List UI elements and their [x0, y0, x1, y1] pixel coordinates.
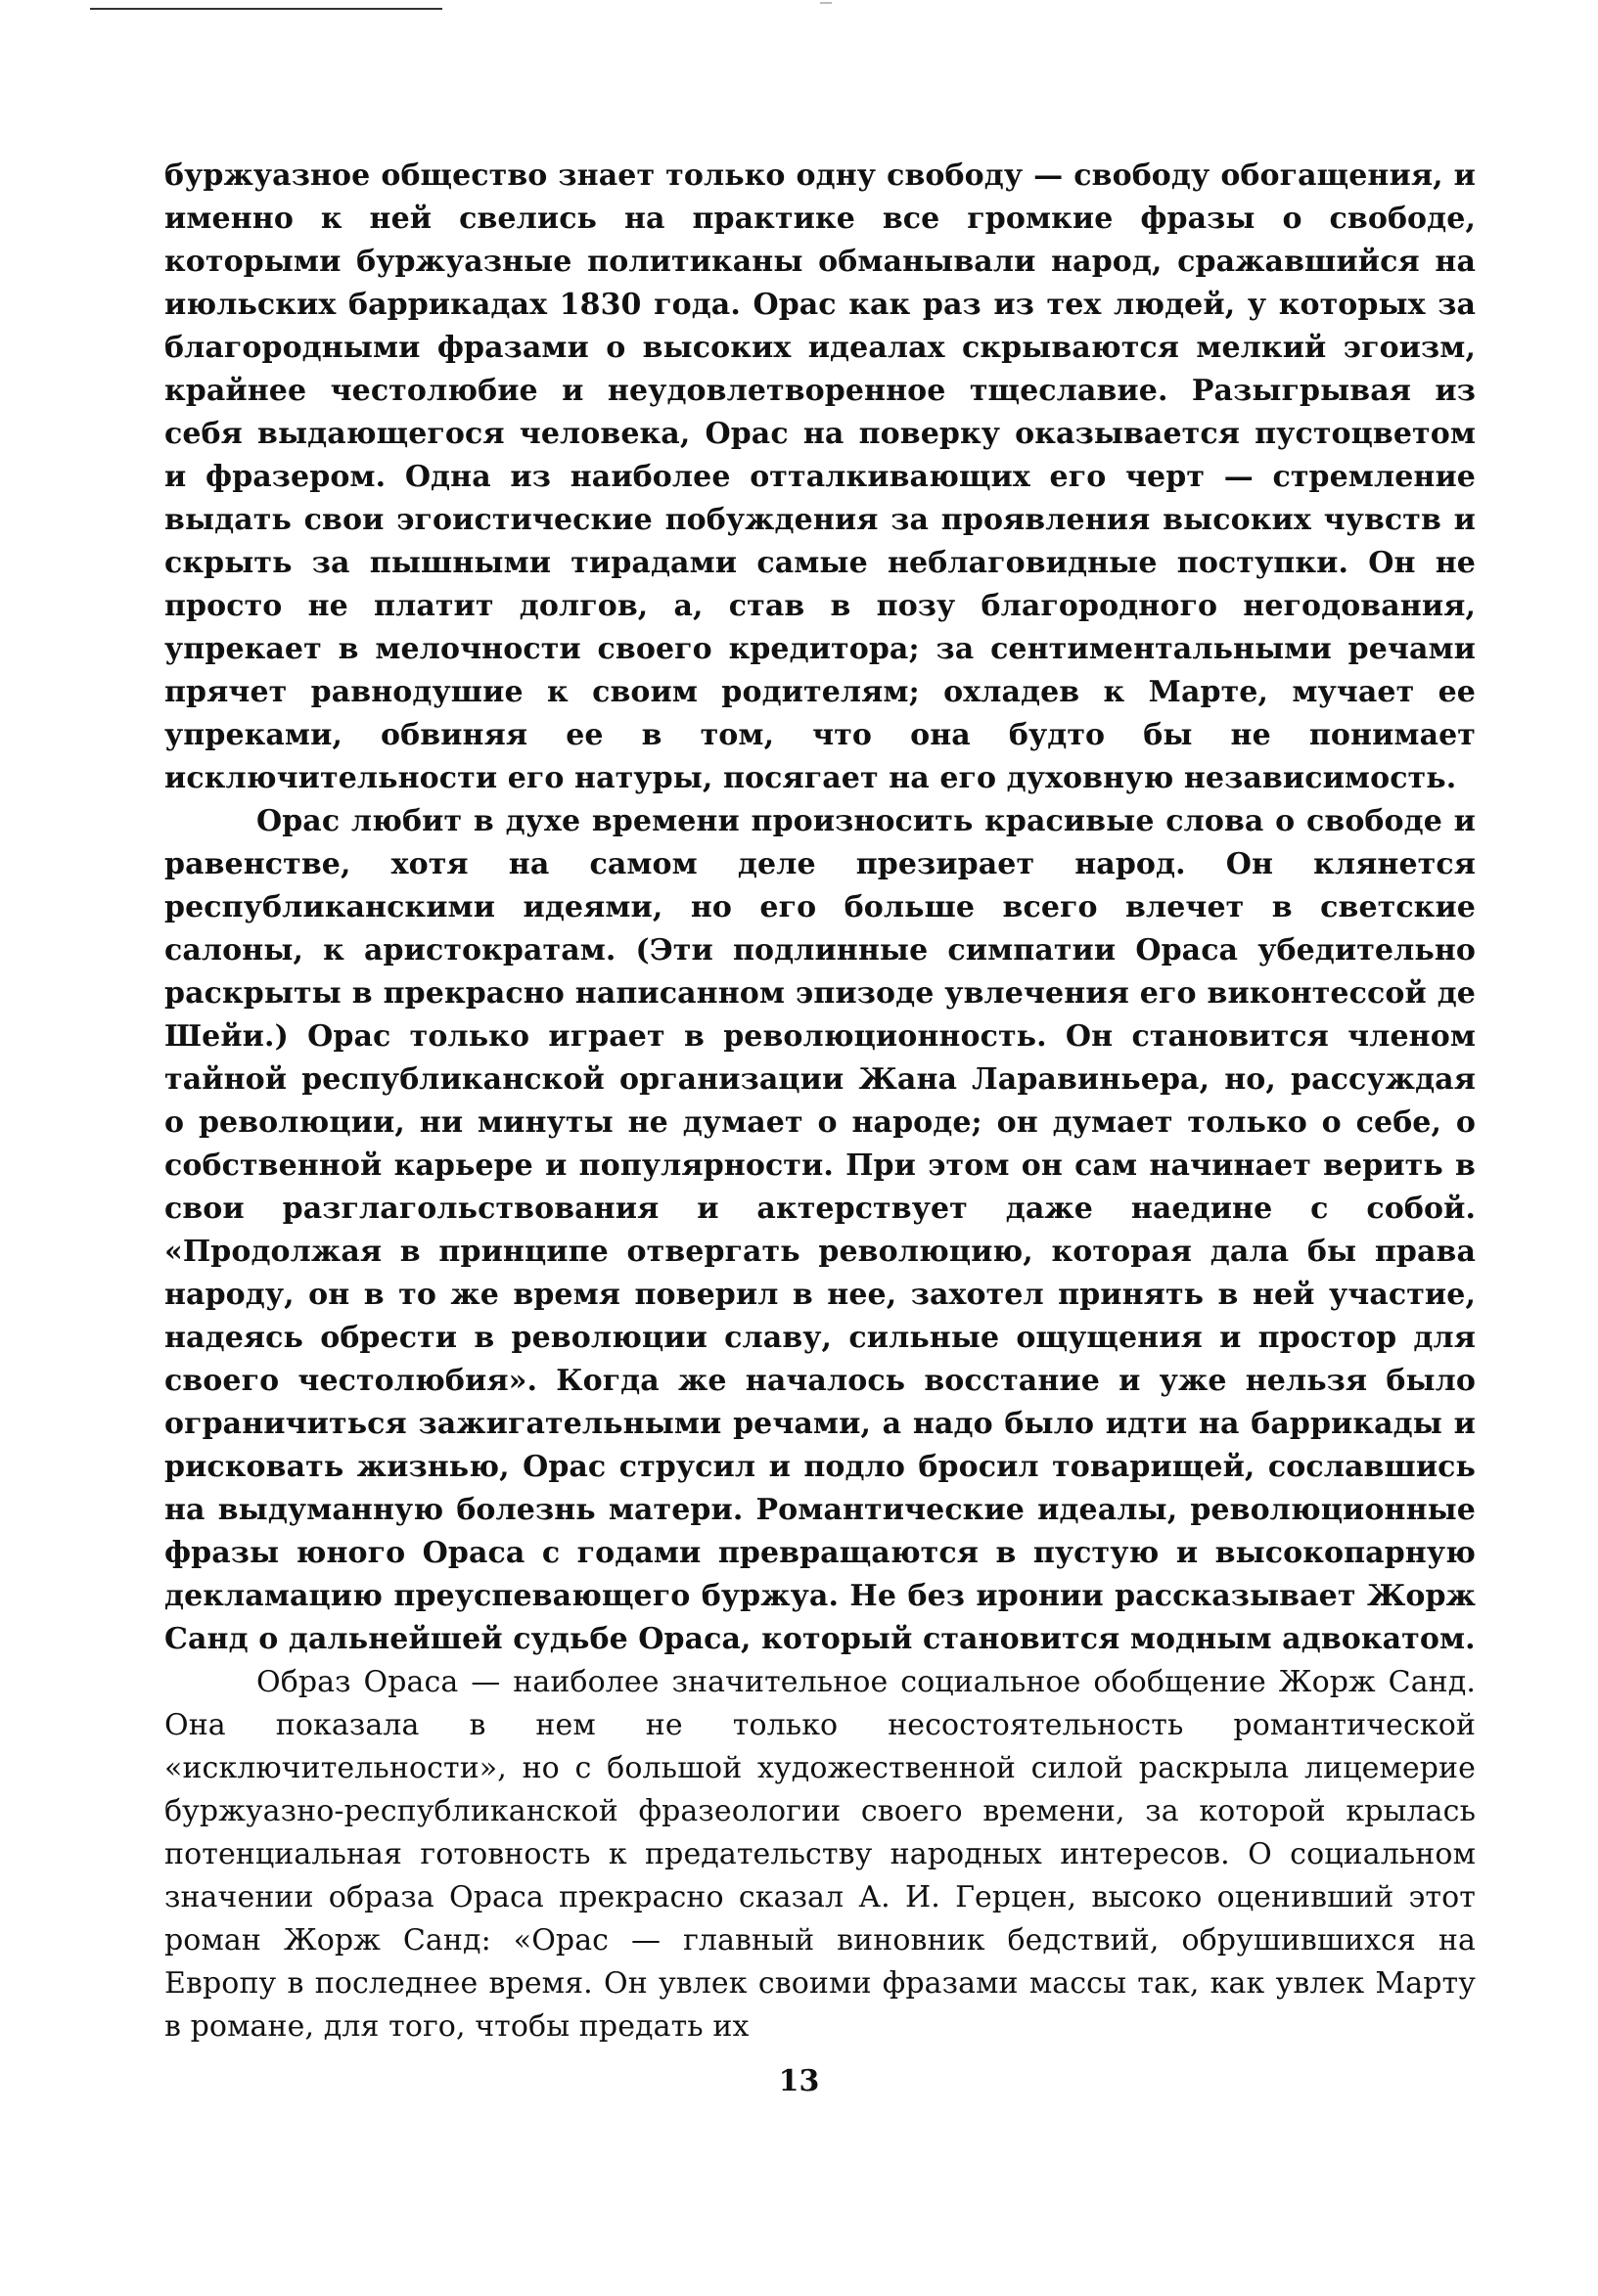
paragraph-1: буржуазное общество знает только одну свободу — свободу обогащения, и именно к ней свелись на практике все громкие фразы о свободе, которыми буржуазные политиканы обманывали народ, сражавшийся на июльских баррикадах 1830 года. Орас как раз из тех людей, у которых за благородными фразами о высоких идеалах скрываются мелкий эгоизм, крайнее честолюбие и неудовлетворенное тщеславие. Разыгрывая из себя выдающегося человека, Орас на поверку оказывается пустоцветом и фразером. Одна из наиболее отталкивающих его черт — стремление выдать свои эгоистические побуждения за проявления высоких чувств и скрыть за пышными тирадами самые неблаговидные поступки. Он не просто не платит долгов, а, став в позу благородного негодования, упрекает в мелочности своего кредитора; за сентиментальными речами прячет равнодушие к своим родителям; охладев к Марте, мучает ее упреками, обвиняя ее в том, что она будто бы не понимает исключительности его натуры, посягает на его духовную независимость.: [164, 158, 1476, 795]
header-rule: [90, 8, 442, 10]
paragraph-3: Образ Ораса — наиболее значительное социальное обобщение Жорж Санд. Она показала в нем не только несостоятельность романтической «исключительности», но с большой художественной силой раскрыла лицемерие буржуазно-республиканской фразеологии своего времени, за которой крылась потенциальная готовность к предательству народных интересов. О социальном значении образа Ораса прекрасно сказал А. И. Герцен, высоко оценивший этот роман Жорж Санд: «Орас — главный виновник бедствий, обрушившихся на Европу в последнее время. Он увлек своими фразами массы так, как увлек Марту в романе, для того, чтобы предать их: [164, 1665, 1476, 2044]
page-text: [164, 155, 1476, 2048]
paragraph-2: Орас любит в духе времени произносить красивые слова о свободе и равенстве, хотя на самом деле презирает народ. Он клянется республиканскими идеями, но его больше всего влечет в светские салоны, к аристократам. (Эти подлинные симпатии Ораса убедительно раскрыты в прекрасно написанном эпизоде увлечения его виконтессой де Шейи.) Орас только играет в революционность. Он становится членом тайной республиканской организации Жана Ларавиньера, но, рассуждая о революции, ни минуты не думает о народе; он думает только о себе, о собственной карьере и популярности. При этом он сам начинает верить в свои разглагольствования и актерствует даже наедине с собой. «Продолжая в принципе отвергать революцию, которая дала бы права народу, он в то же время поверил в нее, захотел принять в ней участие, надеясь обрести в революции славу, сильные ощущения и простор для своего честолюбия». Когда же началось восстание и уже нельзя было ограничиться зажигательными речами, а надо было идти на баррикады и рисковать жизнью, Орас струсил и подло бросил товарищей, сославшись на выдуманную болезнь матери. Романтические идеалы, революционные фразы юного Ораса с годами превращаются в пустую и высокопарную декламацию преуспевающего буржуа. Не без иронии рассказывает Жорж Санд о дальнейшей судьбе Ораса, который становится модным адвокатом.: [164, 804, 1476, 1656]
header-mark: [820, 2, 832, 4]
page-number: 13: [778, 2064, 820, 2098]
